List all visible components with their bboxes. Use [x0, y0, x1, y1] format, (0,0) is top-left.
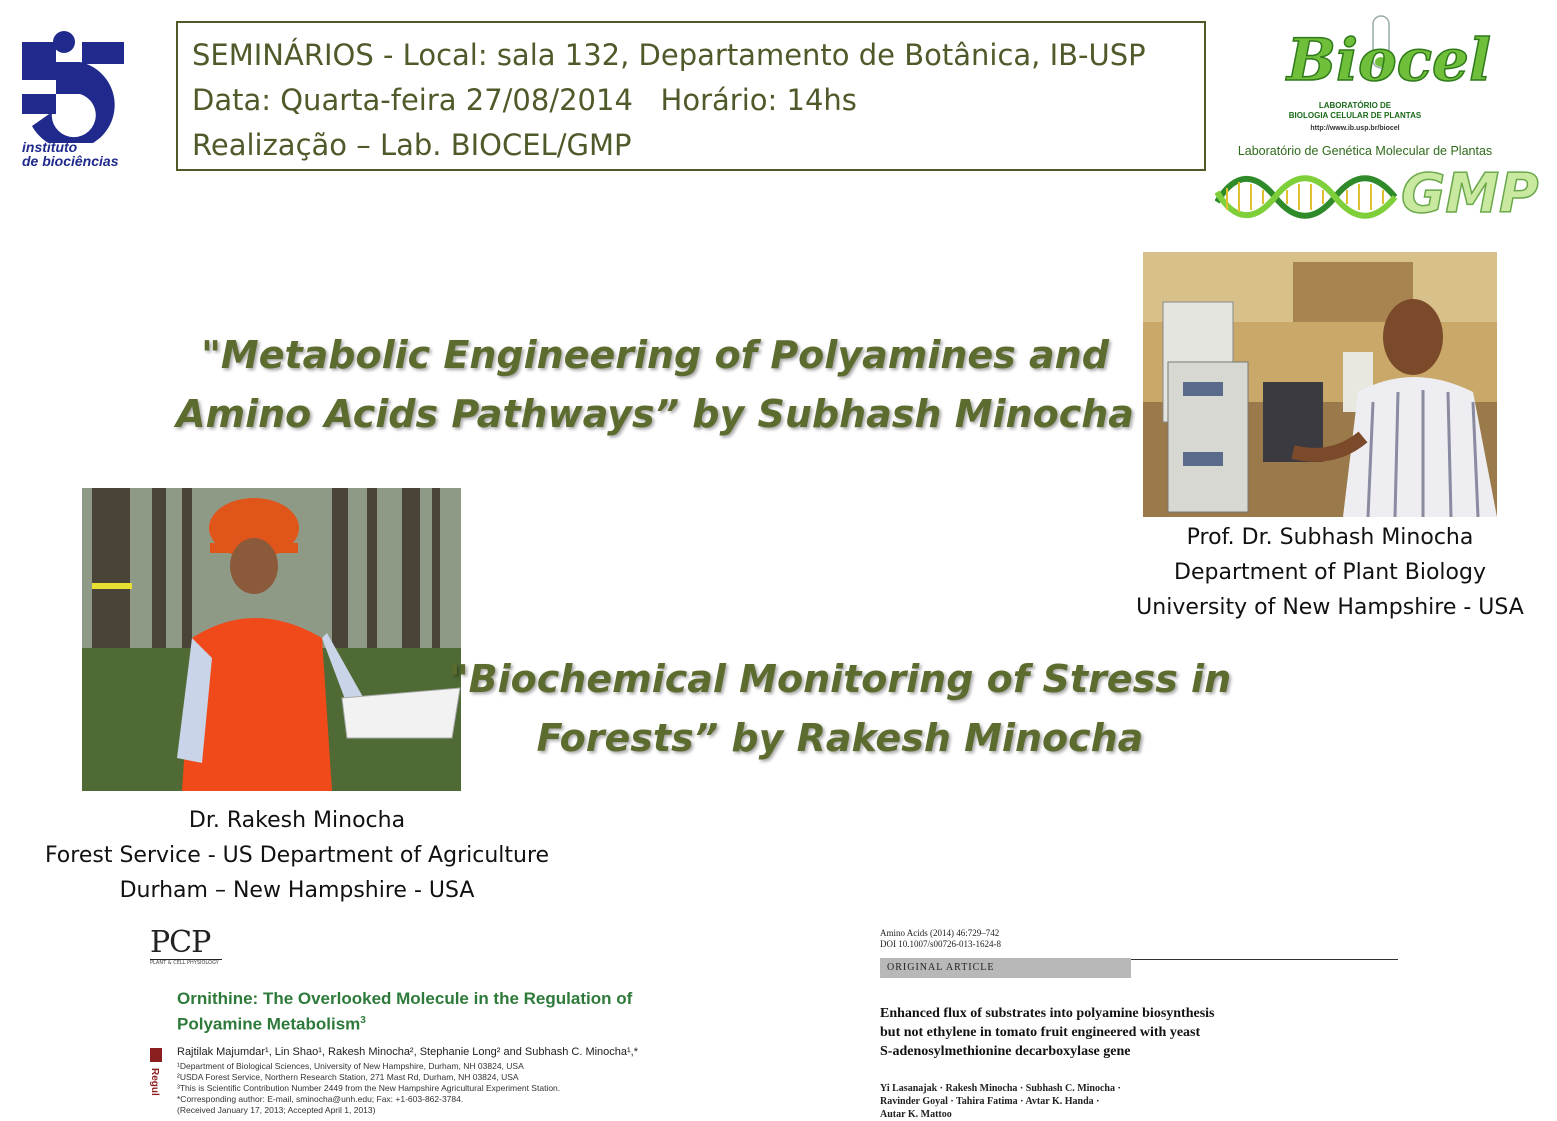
svg-text:LABORATÓRIO DE: LABORATÓRIO DE [1318, 101, 1392, 110]
speaker-department: Department of Plant Biology [1174, 560, 1486, 585]
paper2-authors: Yi Lasanajak · Rakesh Minocha · Subhash C. Minocha · Ravinder Goyal · Tahira Fatima · Avtar K. Handa · Autar K. Mattoo [880, 1083, 1121, 1120]
seminar-organizer: Realização – Lab. BIOCEL/GMP [192, 128, 632, 162]
paper1-authors: Rajtilak Majumdar¹, Lin Shao¹, Rakesh Minocha², Stephanie Long² and Subhash C. Minocha¹,* [177, 1045, 639, 1058]
lab-photo-image-icon [1143, 252, 1497, 517]
talk-title-rakesh [430, 650, 1250, 768]
seminar-info-box [176, 21, 1206, 171]
pcp-journal-logo: PCP [150, 925, 211, 960]
paper2-title: Enhanced flux of substrates into polyamine biosynthesis but not ethylene in tomato fruit engineered with yeast S-adenosylmethionine decarboxylase gene [880, 1006, 1215, 1059]
paper-ornithine [149, 925, 690, 1118]
pcp-journal-subtitle: PLANT & CELL PHYSIOLOGY [150, 959, 222, 966]
svg-text:BIOLOGIA CELULAR DE PLANTAS: BIOLOGIA CELULAR DE PLANTAS [1288, 111, 1422, 120]
forest-photo-image-icon [82, 488, 461, 791]
talk-title-line: "Biochemical Monitoring of Stress in [448, 657, 1232, 701]
svg-text:Laboratório de Genética Molecu: Laboratório de Genética Molecular de Plantas [1237, 144, 1493, 158]
biocel-wordmark: Biocel [1287, 26, 1491, 94]
speaker-institution: University of New Hampshire - USA [1136, 595, 1524, 620]
ib-logo-mark-icon [18, 28, 128, 143]
ib-logo-text-line1: instituto [22, 139, 78, 155]
ib-logo-text-line2: de biociências [22, 153, 119, 169]
speaker-caption-subhash [1112, 520, 1548, 625]
talk-title-line: Forests” by Rakesh Minocha [536, 716, 1144, 760]
speaker-caption-rakesh [20, 803, 574, 908]
photo-subhash-minocha [1143, 252, 1497, 517]
seminar-date-time: Data: Quarta-feira 27/08/2014 Horário: 14hs [192, 83, 857, 117]
seminar-location: SEMINÁRIOS - Local: sala 132, Departamento de Botânica, IB-USP [192, 38, 1146, 72]
talk-title-line: "Metabolic Engineering of Polyamines and [201, 333, 1109, 377]
paper2-journal-info: Amino Acids (2014) 46:729–742 DOI 10.1007/s00726-013-1624-8 [880, 928, 1001, 949]
instituto-de-biociencias-logo [18, 28, 128, 173]
paper1-affiliations: ¹Department of Biological Sciences, University of New Hampshire, Durham, NH 03824, USA ²USDA Forest Service, Northern Research Station, 271 Mast Rd, Durham, NH 03824, USA ³This is Scientific Contribution Number 2449 from the New Hampshire Agricultural Experiment Station. *Corresponding author: E-mail, sminocha@unh.edu; Fax: +1-603-862-3784. (Received January 17, 2013; Accepted April 1, 2013) [177, 1060, 561, 1115]
talk-title-line: Amino Acids Pathways” by Subhash Minocha [176, 392, 1134, 436]
gmp-wordmark: GMP [1401, 162, 1539, 225]
talk-title-subhash [150, 326, 1160, 444]
paper1-title: Ornithine: The Overlooked Molecule in the Regulation of Polyamine Metabolism$^3$ [177, 989, 633, 1034]
paper-amino-acids [880, 928, 1405, 1118]
biocel-gmp-logo-graphic-icon [1215, 12, 1545, 237]
speaker-name: Dr. Rakesh Minocha [188, 808, 406, 833]
speaker-department: Forest Service - US Department of Agriculture [44, 843, 550, 868]
speaker-institution: Durham – New Hampshire - USA [119, 878, 475, 903]
speaker-name: Prof. Dr. Subhash Minocha [1186, 525, 1474, 550]
paper1-side-marker [150, 1048, 162, 1062]
paper1-side-label: Regul [149, 1068, 160, 1096]
paper2-section-band [880, 958, 1398, 978]
svg-text:http://www.ib.usp.br/biocel: http://www.ib.usp.br/biocel [1310, 125, 1400, 132]
paper2-section-label: ORIGINAL ARTICLE [887, 962, 995, 973]
biocel-gmp-logo [1215, 12, 1545, 237]
photo-rakesh-minocha [82, 488, 461, 791]
